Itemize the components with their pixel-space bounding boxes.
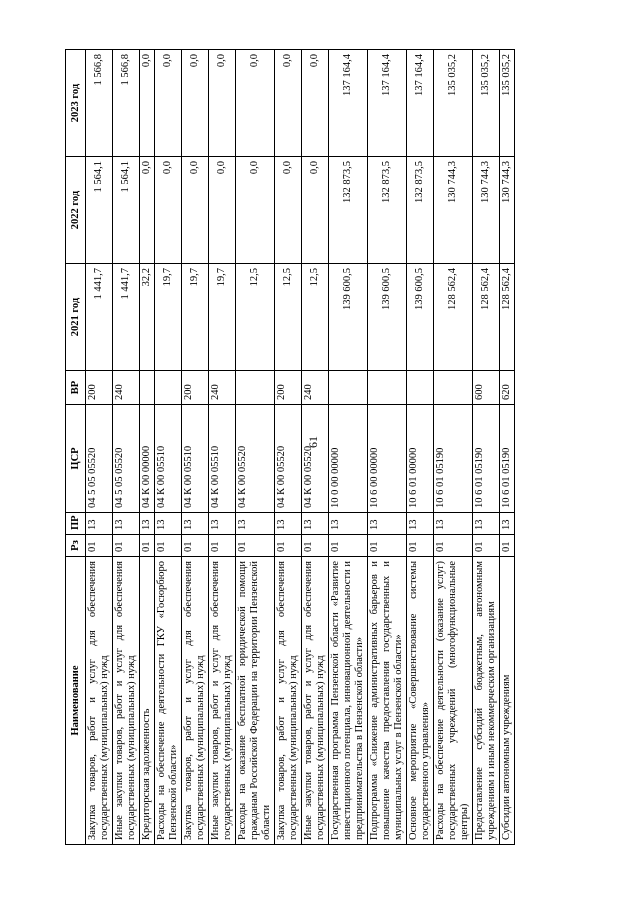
cell-pr: 13 — [302, 513, 329, 535]
cell-name: Закупка товаров, работ и услуг для обеспечения государственных (муниципальных) нужд — [275, 557, 302, 845]
cell-pr: 13 — [140, 513, 155, 535]
cell-pr: 13 — [155, 513, 182, 535]
cell-rz: 01 — [407, 535, 434, 557]
cell-2022: 130 744,3 — [473, 157, 500, 264]
cell-2022: 1 564,1 — [113, 157, 140, 264]
rotated-page-content — [65, 50, 565, 845]
cell-2023: 0,0 — [275, 50, 302, 157]
cell-vr: 200 — [86, 371, 113, 405]
cell-pr: 13 — [368, 513, 407, 535]
cell-vr — [407, 371, 434, 405]
header-vr: ВР — [66, 371, 86, 405]
cell-name: Предоставление субсидий бюджетным, автономным учреждениям и иным некоммерческим организациям — [473, 557, 500, 845]
cell-vr — [236, 371, 275, 405]
cell-vr — [329, 371, 368, 405]
table-row — [473, 50, 500, 845]
cell-rz: 01 — [473, 535, 500, 557]
cell-2023: 137 164,4 — [407, 50, 434, 157]
header-rz: Рз — [66, 535, 86, 557]
cell-csr: 04 5 05 05520 — [113, 405, 140, 513]
budget-table — [65, 49, 515, 845]
cell-csr: 04 К 00 05510 — [209, 405, 236, 513]
cell-2021: 1 441,7 — [86, 264, 113, 371]
cell-name: Иные закупки товаров, работ и услуг для обеспечения государственных (муниципальных) нужд — [302, 557, 329, 845]
cell-rz: 01 — [329, 535, 368, 557]
cell-2022: 0,0 — [275, 157, 302, 264]
header-pr: ПР — [66, 513, 86, 535]
cell-csr: 10 6 01 00000 — [407, 405, 434, 513]
cell-csr: 04 К 00 05520 — [275, 405, 302, 513]
page-number: 61 — [306, 436, 320, 448]
cell-pr: 13 — [434, 513, 473, 535]
table-row — [236, 50, 275, 845]
cell-vr: 240 — [113, 371, 140, 405]
cell-name: Основное мероприятие «Совершенствование системы государственного управления» — [407, 557, 434, 845]
header-name: Наименование — [66, 557, 86, 845]
cell-2021: 12,5 — [275, 264, 302, 371]
table-row — [86, 50, 113, 845]
cell-rz: 01 — [182, 535, 209, 557]
cell-2022: 130 744,3 — [500, 157, 515, 264]
cell-name: Кредиторская задолженность — [140, 557, 155, 845]
cell-pr: 13 — [473, 513, 500, 535]
cell-csr: 04 К 00 00000 — [140, 405, 155, 513]
cell-rz: 01 — [113, 535, 140, 557]
cell-2022: 130 744,3 — [434, 157, 473, 264]
cell-csr: 10 6 01 05190 — [434, 405, 473, 513]
cell-csr: 04 К 00 05520 — [236, 405, 275, 513]
cell-2023: 135 035,2 — [434, 50, 473, 157]
cell-csr: 10 6 00 00000 — [368, 405, 407, 513]
table-row — [329, 50, 368, 845]
cell-name: Государственная программа Пензенской области «Развитие инвестиционного потенциала, инновационной деятельности и предпринимательства в Пензенской области» — [329, 557, 368, 845]
header-2023: 2023 год — [66, 50, 86, 157]
cell-2022: 132 873,5 — [329, 157, 368, 264]
cell-vr: 620 — [500, 371, 515, 405]
cell-pr: 13 — [182, 513, 209, 535]
cell-vr — [140, 371, 155, 405]
cell-2022: 0,0 — [155, 157, 182, 264]
cell-2021: 32,2 — [140, 264, 155, 371]
header-2022: 2022 год — [66, 157, 86, 264]
cell-2023: 1 566,8 — [86, 50, 113, 157]
cell-2022: 132 873,5 — [368, 157, 407, 264]
cell-2021: 12,5 — [236, 264, 275, 371]
cell-rz: 01 — [368, 535, 407, 557]
cell-pr: 13 — [275, 513, 302, 535]
cell-2022: 0,0 — [182, 157, 209, 264]
cell-name: Субсидии автономным учреждениям — [500, 557, 515, 845]
cell-2021: 128 562,4 — [500, 264, 515, 371]
cell-2022: 0,0 — [209, 157, 236, 264]
cell-vr — [368, 371, 407, 405]
cell-2021: 19,7 — [209, 264, 236, 371]
table-row — [407, 50, 434, 845]
cell-2023: 0,0 — [236, 50, 275, 157]
cell-2023: 137 164,4 — [329, 50, 368, 157]
table-body — [86, 50, 515, 845]
cell-rz: 01 — [236, 535, 275, 557]
cell-rz: 01 — [434, 535, 473, 557]
cell-vr: 240 — [209, 371, 236, 405]
cell-csr: 10 6 01 05190 — [500, 405, 515, 513]
cell-name: Подпрограмма «Снижение административных барьеров и повышение качества предоставления государственных и муниципальных услуг в Пензенской области» — [368, 557, 407, 845]
cell-2023: 135 035,2 — [500, 50, 515, 157]
cell-rz: 01 — [275, 535, 302, 557]
table-row — [500, 50, 515, 845]
cell-2022: 0,0 — [302, 157, 329, 264]
cell-2023: 137 164,4 — [368, 50, 407, 157]
header-2021: 2021 год — [66, 264, 86, 371]
table-row — [302, 50, 329, 845]
cell-2023: 0,0 — [182, 50, 209, 157]
cell-2023: 135 035,2 — [473, 50, 500, 157]
cell-2022: 132 873,5 — [407, 157, 434, 264]
cell-2021: 19,7 — [155, 264, 182, 371]
cell-name: Закупка товаров, работ и услуг для обеспечения государственных (муниципальных) нужд — [86, 557, 113, 845]
cell-csr: 04 5 05 05520 — [86, 405, 113, 513]
cell-rz: 01 — [86, 535, 113, 557]
cell-2021: 128 562,4 — [434, 264, 473, 371]
cell-rz: 01 — [140, 535, 155, 557]
cell-vr: 200 — [275, 371, 302, 405]
cell-2022: 0,0 — [236, 157, 275, 264]
cell-csr: 04 К 00 05510 — [182, 405, 209, 513]
cell-2023: 0,0 — [209, 50, 236, 157]
cell-vr — [155, 371, 182, 405]
table-row — [434, 50, 473, 845]
cell-2023: 0,0 — [140, 50, 155, 157]
cell-name: Иные закупки товаров, работ и услуг для обеспечения государственных (муниципальных) нужд — [113, 557, 140, 845]
cell-vr — [434, 371, 473, 405]
cell-vr: 240 — [302, 371, 329, 405]
table-header-row — [66, 50, 86, 845]
cell-rz: 01 — [209, 535, 236, 557]
cell-pr: 13 — [209, 513, 236, 535]
table-row — [140, 50, 155, 845]
cell-name: Расходы на оказание бесплатной юридической помощи гражданам Российской Федерации на территории Пензенской области — [236, 557, 275, 845]
cell-vr: 200 — [182, 371, 209, 405]
cell-csr: 10 0 00 00000 — [329, 405, 368, 513]
table-row — [209, 50, 236, 845]
cell-rz: 01 — [302, 535, 329, 557]
cell-vr: 600 — [473, 371, 500, 405]
table-row — [368, 50, 407, 845]
cell-pr: 13 — [329, 513, 368, 535]
cell-name: Расходы на обеспечение деятельности (оказание услуг) государственных учреждений (многофункциональные центры) — [434, 557, 473, 845]
cell-2023: 0,0 — [302, 50, 329, 157]
cell-2022: 1 564,1 — [86, 157, 113, 264]
cell-csr: 04 К 00 05510 — [155, 405, 182, 513]
cell-pr: 13 — [236, 513, 275, 535]
cell-rz: 01 — [500, 535, 515, 557]
cell-rz: 01 — [155, 535, 182, 557]
cell-name: Расходы на обеспечение деятельности ГКУ «Госюрбюро Пензенской области» — [155, 557, 182, 845]
cell-2021: 139 600,5 — [407, 264, 434, 371]
cell-pr: 13 — [407, 513, 434, 535]
cell-pr: 13 — [500, 513, 515, 535]
cell-2023: 1 566,8 — [113, 50, 140, 157]
cell-2022: 0,0 — [140, 157, 155, 264]
cell-pr: 13 — [86, 513, 113, 535]
cell-name: Закупка товаров, работ и услуг для обеспечения государственных (муниципальных) нужд — [182, 557, 209, 845]
cell-csr: 10 6 01 05190 — [473, 405, 500, 513]
cell-csr: 04 К 00 05520 — [302, 405, 329, 513]
header-csr: ЦСР — [66, 405, 86, 513]
cell-2021: 139 600,5 — [368, 264, 407, 371]
table-row — [113, 50, 140, 845]
cell-2021: 128 562,4 — [473, 264, 500, 371]
table-row — [275, 50, 302, 845]
cell-2021: 1 441,7 — [113, 264, 140, 371]
cell-pr: 13 — [113, 513, 140, 535]
table-row — [182, 50, 209, 845]
cell-2021: 139 600,5 — [329, 264, 368, 371]
table-row — [155, 50, 182, 845]
cell-2021: 12,5 — [302, 264, 329, 371]
cell-2021: 19,7 — [182, 264, 209, 371]
cell-2023: 0,0 — [155, 50, 182, 157]
cell-name: Иные закупки товаров, работ и услуг для обеспечения государственных (муниципальных) нужд — [209, 557, 236, 845]
